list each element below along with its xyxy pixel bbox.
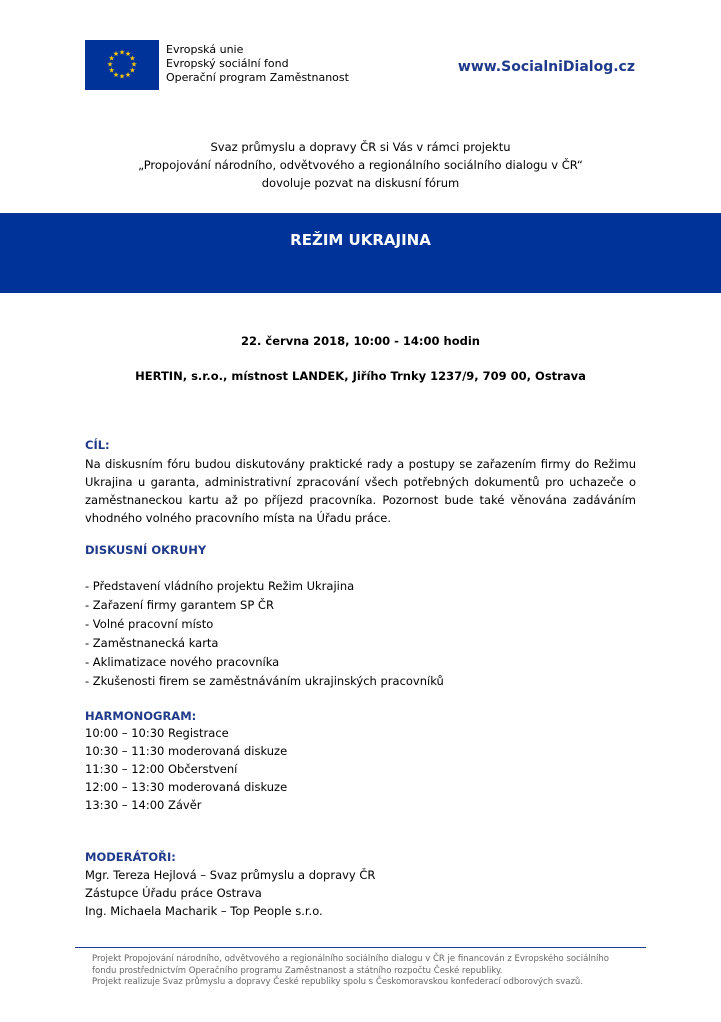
site-url-link[interactable]: www.SocialniDialog.cz	[457, 59, 635, 75]
schedule-label: Závěr	[168, 798, 202, 812]
svg-text:★: ★	[118, 72, 126, 81]
eu-stars-icon	[85, 40, 159, 90]
intro-line-1: Svaz průmyslu a dopravy ČR si Vás v rámci projektu	[210, 140, 511, 154]
eu-line-2: Evropský sociální fond	[166, 57, 289, 70]
schedule-time: 11:30 – 12:00	[85, 762, 165, 776]
topic-item: - Zaměstnanecká karta	[85, 636, 219, 650]
moderators-heading: MODERÁTOŘI:	[85, 850, 176, 864]
schedule-row	[85, 742, 287, 760]
schedule-list	[85, 724, 287, 814]
footer-line-3: Projekt realizuje Svaz průmyslu a dopravy České republiky spolu s Českomoravskou konfederací odborových svazů.	[92, 977, 584, 987]
moderator-item: Zástupce Úřadu práce Ostrava	[85, 886, 262, 900]
topics-heading: DISKUSNÍ OKRUHY	[85, 543, 207, 557]
event-title: REŽIM UKRAJINA	[290, 231, 431, 249]
svg-text:★: ★	[112, 70, 120, 79]
topic-item: - Představení vládního projektu Režim Ukrajina	[85, 579, 355, 593]
schedule-heading: HARMONOGRAM:	[85, 709, 197, 723]
schedule-time: 12:00 – 13:30	[85, 780, 165, 794]
eu-line-3: Operační program Zaměstnanost	[166, 71, 349, 84]
footer-text	[92, 954, 637, 989]
eu-line-1: Evropská unie	[166, 43, 244, 56]
title-banner	[0, 213, 721, 293]
svg-text:★: ★	[124, 70, 132, 79]
moderator-item: Mgr. Tereza Hejlová – Svaz průmyslu a dopravy ČR	[85, 868, 376, 882]
schedule-row	[85, 796, 287, 814]
schedule-label: moderovaná diskuze	[168, 744, 288, 758]
intro-text	[0, 138, 721, 192]
schedule-row	[85, 724, 287, 742]
topics-list	[85, 577, 444, 691]
schedule-time: 10:30 – 11:30	[85, 744, 165, 758]
topic-item: - Zkušenosti firem se zaměstnáváním ukrajinských pracovníků	[85, 674, 444, 688]
event-place: HERTIN, s.r.o., místnost LANDEK, Jiřího Trnky 1237/9, 709 00, Ostrava	[135, 369, 586, 383]
svg-text:★: ★	[118, 48, 126, 57]
eu-flag-logo	[85, 40, 159, 90]
intro-line-3: dovoluje pozvat na diskusní fórum	[261, 176, 460, 190]
svg-text:★: ★	[129, 54, 136, 63]
topic-item: - Aklimatizace nového pracovníka	[85, 655, 280, 669]
intro-line-2: „Propojování národního, odvětvového a regionálního sociálního dialogu v ČR“	[138, 158, 583, 172]
schedule-label: Občerstvení	[168, 762, 238, 776]
svg-text:★: ★	[108, 54, 115, 63]
svg-text:★: ★	[130, 60, 138, 69]
footer-line-1: Projekt Propojování národního, odvětvového a regionálního sociálního dialogu v ČR je financován z Evropského sociálního	[92, 954, 609, 964]
topic-item: - Volné pracovní místo	[85, 617, 214, 631]
schedule-time: 10:00 – 10:30	[85, 726, 165, 740]
svg-text:★: ★	[112, 50, 120, 59]
topic-item: - Zařazení firmy garantem SP ČR	[85, 598, 274, 612]
footer-line-2: fondu prostřednictvím Operačního programu Zaměstnanost a státního rozpočtu České republiky.	[92, 965, 503, 976]
moderator-item: Ing. Michaela Macharik – Top People s.r.o.	[85, 904, 323, 918]
schedule-time: 13:30 – 14:00	[85, 798, 165, 812]
svg-text:★: ★	[106, 60, 114, 69]
schedule-label: Registrace	[168, 726, 229, 740]
footer-divider	[75, 947, 646, 948]
svg-text:★: ★	[108, 66, 115, 75]
moderators-list	[85, 866, 375, 920]
svg-text:★: ★	[124, 50, 132, 59]
schedule-row	[85, 760, 287, 778]
event-date: 22. června 2018, 10:00 - 14:00 hodin	[241, 334, 480, 348]
eu-logo-text	[166, 43, 349, 85]
goal-text: Na diskusním fóru budou diskutovány praktické rady a postupy se zařazením firmy do Režimu Ukrajina u garanta, administrativní zpracování všech potřebných dokumentů pro uchazeče o zaměstnaneckou kartu až po příjezd pracovníka. Pozornost bude také věnována zadáváním vhodného volného pracovního místa na Úřadu práce.	[85, 457, 636, 525]
goal-heading: CÍL:	[85, 438, 110, 452]
schedule-row	[85, 778, 287, 796]
svg-text:★: ★	[129, 66, 136, 75]
schedule-label: moderovaná diskuze	[168, 780, 288, 794]
